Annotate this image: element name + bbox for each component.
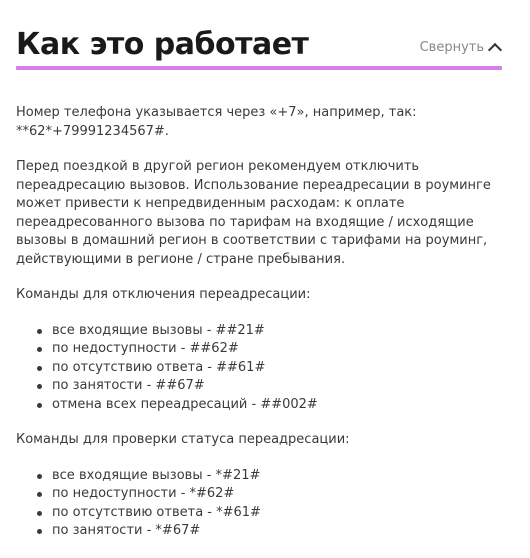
collapse-button[interactable] [420, 40, 500, 55]
list-item: по занятости - ##67# [52, 377, 502, 396]
check-commands-list [16, 467, 502, 541]
list-item: по недоступности - *#62# [52, 485, 502, 504]
header-divider [16, 66, 502, 70]
panel-header [16, 0, 502, 68]
list-item: по отсутствию ответа - *#61# [52, 504, 502, 523]
panel-title: Как это работает [16, 27, 309, 62]
disable-commands-heading: Команды для отключения переадресации: [16, 287, 311, 302]
list-item: по занятости - *#67# [52, 522, 502, 541]
list-item: все входящие вызовы - *#21# [52, 467, 502, 486]
list-item: все входящие вызовы - ##21# [52, 322, 502, 341]
phone-format-text: Номер телефона указывается через «+7», например, так: **62*+79991234567#. [16, 105, 417, 139]
list-item: по недоступности - ##62# [52, 340, 502, 359]
list-item: отмена всех переадресаций - ##002# [52, 396, 502, 415]
list-item: по отсутствию ответа - ##61# [52, 359, 502, 378]
chevron-up-icon [488, 43, 502, 57]
check-commands-heading: Команды для проверки статуса переадресации: [16, 432, 350, 447]
how-it-works-panel [16, 0, 502, 538]
panel-content [16, 104, 502, 558]
disable-commands-list [16, 322, 502, 415]
collapse-label: Свернуть [419, 40, 484, 55]
roaming-warning-text: Перед поездкой в другой регион рекомендуем отключить переадресацию вызовов. Использование переадресации в роуминге может привести к непредвиденным расходам: к оплате переадресованного вызова по тарифам на входящие / исходящие вызовы в домашний регион в соответствии с тарифами на роуминг, действующими в регионе / стране пребывания. [16, 159, 491, 267]
